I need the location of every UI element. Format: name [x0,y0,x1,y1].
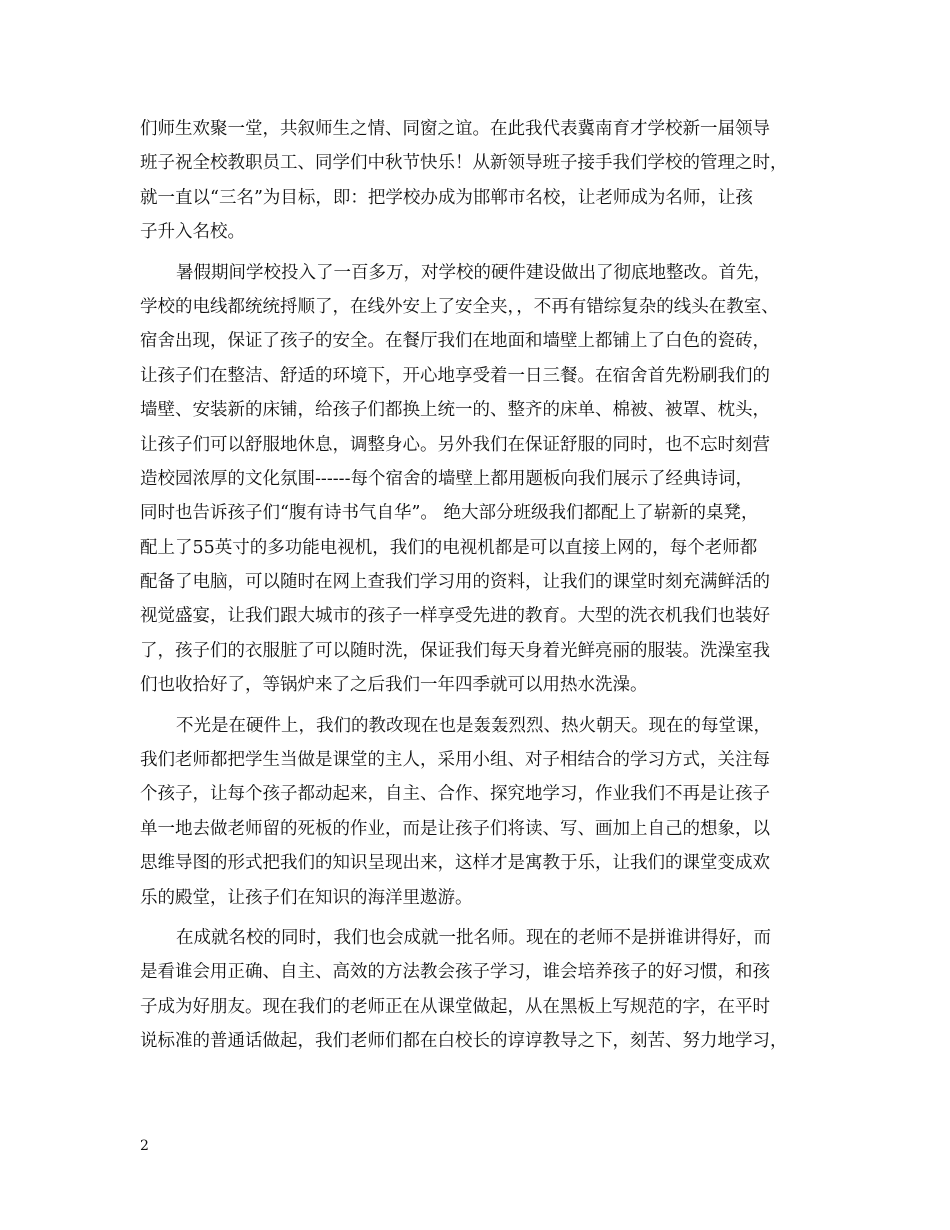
text-line: 配备了电脑，可以随时在网上查我们学习用的资料，让我们的课堂时刻充满鲜活的 [140,572,770,593]
text-line: 班子祝全校教职员工、同学们中秋节快乐！从新领导班子接手我们学校的管理之时， [140,153,788,174]
text-line: 暑假期间学校投入了一百多万，对学校的硬件建设做出了彻底地整改。首先， [176,262,771,283]
text-line: 思维导图的形式把我们的知识呈现出来，这样才是寓教于乐，让我们的课堂变成欢 [140,853,770,874]
text-line: 配上了55英寸的多功能电视机，我们的电视机都是可以直接上网的，每个老师都 [140,537,758,558]
paragraph [140,709,825,915]
body-text [140,112,825,1059]
text-line: 子成为好朋友。现在我们的老师正在从课堂做起，从在黑板上写规范的字，在平时 [140,996,770,1017]
text-line: 不光是在硬件上，我们的教改现在也是轰轰烈烈、热火朝天。现在的每堂课， [176,715,771,736]
text-line: 说标准的普通话做起，我们老师们都在白校长的谆谆教导之下，刻苦、努力地学习， [140,1031,788,1052]
text-line: 乐的殿堂，让孩子们在知识的海洋里遨游。 [140,887,473,908]
text-line: 单一地去做老师留的死板的作业，而是让孩子们将读、写、画加上自己的想象，以 [140,818,770,839]
text-line: 视觉盛宴，让我们跟大城市的孩子一样享受先进的教育。大型的洗衣机我们也装好 [140,606,770,627]
text-line: 是看谁会用正确、自主、高效的方法教会孩子学习，谁会培养孩子的好习惯，和孩 [140,962,770,983]
text-line: 造校园浓厚的文化氛围------每个宿舍的墙壁上都用题板向我们展示了经典诗词， [140,468,753,489]
paragraph [140,921,825,1059]
text-line: 们也收拾好了，等锅炉来了之后我们一年四季就可以用热水洗澡。 [140,675,648,696]
text-line: 宿舍出现，保证了孩子的安全。在餐厅我们在地面和墙壁上都铺上了白色的瓷砖， [140,331,770,352]
text-line: 我们老师都把学生当做是课堂的主人，采用小组、对子相结合的学习方式，关注每 [140,750,770,771]
text-line: 在成就名校的同时，我们也会成就一批名师。现在的老师不是拼谁讲得好，而 [176,927,771,948]
paragraph [140,112,825,250]
paragraph [140,256,825,703]
page-number: 2 [140,1138,149,1154]
text-line: 个孩子，让每个孩子都动起来，自主、合作、探究地学习，作业我们不再是让孩子 [140,784,770,805]
text-line: 同时也告诉孩子们“腹有诗书气自华”。 绝大部分班级我们都配上了崭新的桌凳， [140,503,759,524]
text-line: 墙壁、安装新的床铺，给孩子们都换上统一的、整齐的床单、棉被、被罩、枕头， [140,400,770,421]
text-line: 就一直以“三名”为目标，即：把学校办成为邯郸市名校，让老师成为名师，让孩 [140,187,753,208]
text-line: 学校的电线都统统捋顺了，在线外安上了安全夹，，不再有错综复杂的线头在教室、 [140,296,779,317]
text-line: 们师生欢聚一堂，共叙师生之情、同窗之谊。在此我代表冀南育才学校新一届领导 [140,119,770,139]
text-line: 让孩子们可以舒服地休息，调整身心。另外我们在保证舒服的同时，也不忘时刻营 [140,434,770,455]
text-line: 子升入名校。 [140,222,245,243]
text-line: 让孩子们在整洁、舒适的环境下，开心地享受着一日三餐。在宿舍首先粉刷我们的 [140,365,770,386]
text-line: 了，孩子们的衣服脏了可以随时洗，保证我们每天身着光鲜亮丽的服装。洗澡室我 [140,640,770,661]
